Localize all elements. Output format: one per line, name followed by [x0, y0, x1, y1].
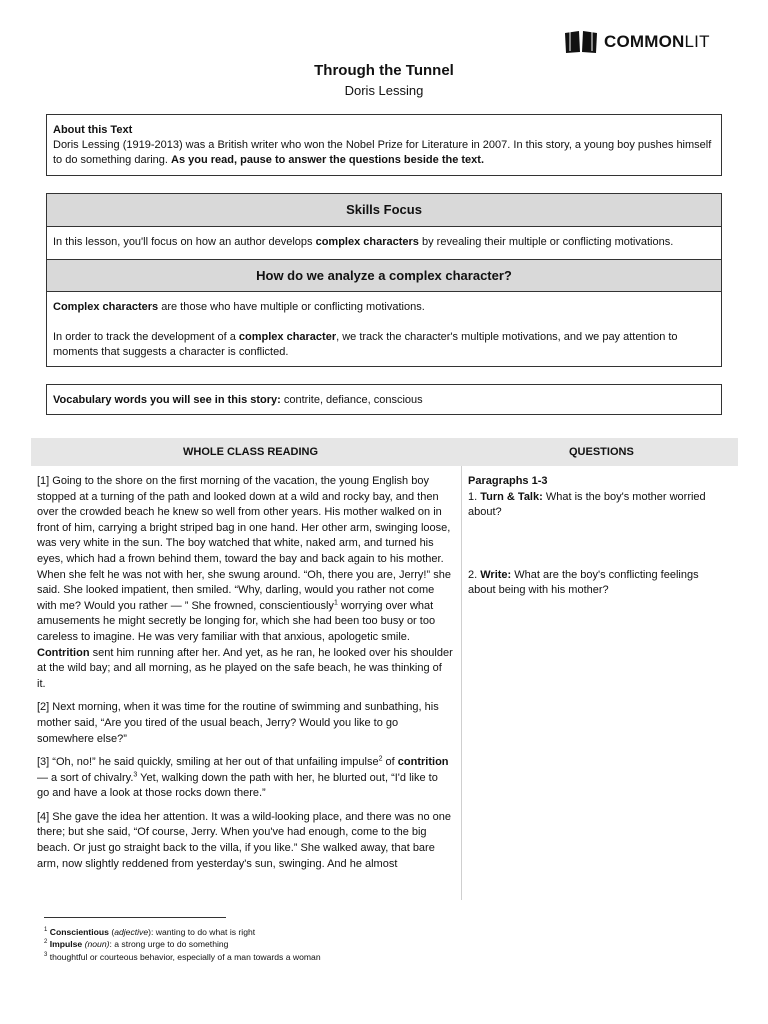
complex-character-heading: How do we analyze a complex character? — [47, 259, 721, 292]
footnotes — [44, 926, 321, 963]
skills-box — [46, 193, 722, 367]
footnote-2: $^2$ Impulse (noun): a strong urge to do something — [44, 939, 229, 950]
commonlit-logo — [564, 30, 710, 54]
question-section-label: Paragraphs 1-3 — [468, 475, 548, 487]
paragraph-2: [2] Next morning, when it was time for the routine of swimming and sunbathing, his mother said, “Are you tired of the usual beach, Jerry? Would you like to go somewhere else?” — [37, 701, 439, 745]
skills-text: In this lesson, you'll focus on how an author develops complex characters by revealing their multiple or conflicting motivations. — [53, 236, 674, 248]
footnote-divider — [44, 917, 226, 918]
question-1: 1. Turn & Talk: What is the boy's mother worried about? — [468, 490, 706, 519]
about-body: Doris Lessing (1919-2013) was a British writer who won the Nobel Prize for Literature in 2007. In this story, a young boy pushes himself to do something daring. As you read, pause to answer the questions beside the text. — [53, 139, 712, 166]
paragraph-4: [4] She gave the idea her attention. It was a wild-looking place, and there was no one there; but she said, “Of course, Jerry. When you've had enough, come to the big beach. Or just go straight back to the villa, if you like.” She walked away, that bare arm, now slightly reddened from yesterday's sun, swinging. And he almost — [37, 810, 451, 870]
questions-column — [468, 474, 720, 599]
complex-character-body: Complex characters are those who have multiple or conflicting motivations. In order to track the development of a complex character, we track the character's multiple motivations, and we pay attention to moments that suggests a character is conflicted. — [53, 301, 678, 358]
about-box — [46, 114, 722, 176]
col-questions-header: QUESTIONS — [569, 446, 634, 458]
reading-column — [37, 474, 453, 880]
skills-heading: Skills Focus — [47, 194, 721, 227]
col-reading-header: WHOLE CLASS READING — [183, 446, 319, 458]
logo-text: COMMONLIT — [604, 32, 710, 51]
vocabulary-box: Vocabulary words you will see in this story: contrite, defiance, conscious — [46, 384, 722, 415]
column-divider — [461, 466, 462, 900]
paragraph-3: [3] “Oh, no!” he said quickly, smiling at her out of that unfailing impulse$^2$ of contrition — a sort of chivalry.$^3$ Yet, walking down the path with her, he blurted out, “I'd like to go and have a look at those rocks down there.” — [37, 755, 449, 800]
page-title: Through the Tunnel — [314, 62, 454, 79]
book-icon — [564, 30, 598, 54]
author-name: Doris Lessing — [344, 83, 424, 98]
footnote-1: $^1$ Conscientious (adjective): wanting to do what is right — [44, 927, 256, 937]
about-heading: About this Text — [53, 124, 133, 136]
footnote-3: $^3$ thoughtful or courteous behavior, especially of a man towards a woman — [44, 951, 321, 962]
question-2: 2. Write: What are the boy's conflicting feelings about being with his mother? — [468, 568, 699, 597]
reading-table-header — [31, 438, 738, 466]
paragraph-1: [1] Going to the shore on the first morning of the vacation, the young English boy stopped at a turning of the path and looked down at a wild and rocky bay, and then over the crowded beach he knew so well from other years. His mother walked on in front of him, carrying a bright striped bag in one hand. Her other arm, swinging loose, was very white in the sun. The boy watched that white, naked arm, and turned his eyes, which had a frown behind them, toward the bay and back again to his mother. When she felt he was not with her, she swung around. “Oh, there you are, Jerry!” she said. She looked impatient, then smiled. “Why, darling, would you rather not come with me? Would you rather — ” She frowned, conscientiously$^1$ worrying over what amusements he might secretly be longing for, which she had been too busy or too careless to imagine. He was very familiar with that anxious, apologetic smile. Contrition sent him running after her. And yet, as he ran, he looked over his shoulder at the wild bay; and all morning, as he played on the safe beach, he was thinking of it. — [37, 475, 453, 690]
